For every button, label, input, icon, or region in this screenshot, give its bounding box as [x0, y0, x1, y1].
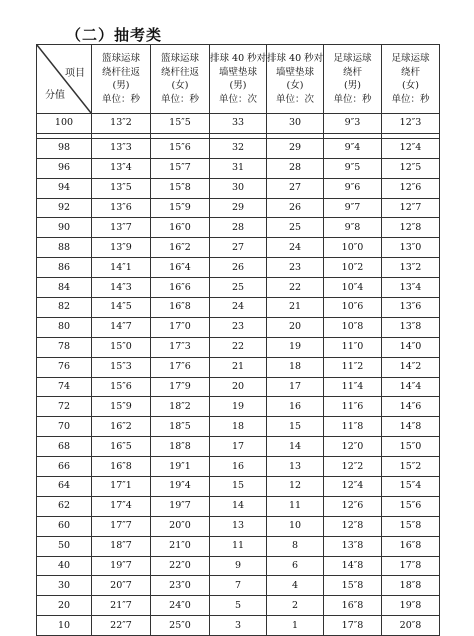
column-header-line: 单位：秒 — [391, 93, 430, 105]
standard-value-cell: 12″5 — [382, 158, 440, 178]
table-row — [37, 616, 440, 636]
standard-value-cell: 12″3 — [382, 114, 440, 134]
standard-value-cell: 13″4 — [92, 158, 151, 178]
header-row — [37, 45, 440, 114]
standard-value-cell: 15″6 — [382, 496, 440, 516]
standard-value-cell: 3 — [210, 616, 267, 636]
standard-value-cell: 29 — [267, 138, 324, 158]
standard-value-cell: 12″2 — [324, 457, 382, 477]
standard-value-cell: 9″5 — [324, 158, 382, 178]
table-row — [37, 337, 440, 357]
standard-value-cell: 8 — [267, 536, 324, 556]
score-value-cell: 78 — [37, 337, 92, 357]
standard-value-cell: 10″0 — [324, 238, 382, 258]
standard-value-cell: 16″8 — [151, 298, 210, 318]
column-header-line: (女) — [171, 80, 189, 91]
standard-value-cell: 10″4 — [324, 278, 382, 298]
column-header-line: 绕杆 — [342, 66, 362, 78]
column-header-line: 绕杆 — [400, 66, 420, 78]
table-row — [37, 397, 440, 417]
standard-value-cell: 23 — [210, 317, 267, 337]
column-header-line: 排球 40 秒对 — [267, 53, 324, 64]
standard-value-cell: 13″4 — [382, 278, 440, 298]
standard-value-cell: 15″0 — [382, 437, 440, 457]
standard-value-cell: 5 — [210, 596, 267, 616]
table-row — [37, 278, 440, 298]
table-body — [37, 114, 440, 636]
standard-value-cell: 18 — [267, 357, 324, 377]
standard-value-cell: 18″7 — [92, 536, 151, 556]
table-row — [37, 576, 440, 596]
column-header-line: 单位：次 — [218, 93, 257, 105]
standard-value-cell: 16 — [267, 397, 324, 417]
standard-value-cell: 23 — [267, 258, 324, 278]
standard-value-cell: 14″0 — [382, 337, 440, 357]
standard-value-cell: 19″8 — [382, 596, 440, 616]
standard-value-cell: 18″8 — [151, 437, 210, 457]
standard-value-cell: 12″4 — [382, 138, 440, 158]
standard-value-cell: 12 — [267, 477, 324, 497]
standard-value-cell: 9″4 — [324, 138, 382, 158]
column-header-football-male — [324, 45, 382, 114]
standard-value-cell: 13 — [210, 516, 267, 536]
score-value-cell: 98 — [37, 138, 92, 158]
standard-value-cell: 14″6 — [382, 397, 440, 417]
standard-value-cell: 17″1 — [92, 477, 151, 497]
standard-value-cell: 13″7 — [92, 218, 151, 238]
standard-value-cell: 30 — [267, 114, 324, 134]
standard-value-cell: 11″0 — [324, 337, 382, 357]
column-header-volleyball-male — [210, 45, 267, 114]
standard-value-cell: 27 — [267, 178, 324, 198]
standard-value-cell: 20″8 — [382, 616, 440, 636]
standard-value-cell: 12″0 — [324, 437, 382, 457]
column-header-basketball-male — [92, 45, 151, 114]
standard-value-cell: 19″1 — [151, 457, 210, 477]
standard-value-cell: 10″8 — [324, 317, 382, 337]
standard-value-cell: 16″0 — [151, 218, 210, 238]
standard-value-cell: 16 — [210, 457, 267, 477]
standard-value-cell: 15 — [210, 477, 267, 497]
column-header-line: 篮球运球 — [160, 53, 199, 64]
column-header-basketball-female — [151, 45, 210, 114]
standard-value-cell: 24″0 — [151, 596, 210, 616]
standard-value-cell: 14″1 — [92, 258, 151, 278]
standard-value-cell: 27 — [210, 238, 267, 258]
standard-value-cell: 15″4 — [382, 477, 440, 497]
score-value-cell: 100 — [37, 114, 92, 134]
standard-value-cell: 16″4 — [151, 258, 210, 278]
score-value-cell: 96 — [37, 158, 92, 178]
standard-value-cell: 15 — [267, 417, 324, 437]
table-row — [37, 138, 440, 158]
standard-value-cell: 22″7 — [92, 616, 151, 636]
standard-value-cell: 16″6 — [151, 278, 210, 298]
standard-value-cell: 12″8 — [324, 516, 382, 536]
standard-value-cell: 9″6 — [324, 178, 382, 198]
standard-value-cell: 25 — [267, 218, 324, 238]
standard-value-cell: 17″4 — [92, 496, 151, 516]
standard-value-cell: 7 — [210, 576, 267, 596]
standard-value-cell: 17″8 — [382, 556, 440, 576]
table-row — [37, 417, 440, 437]
column-header-line: 足球运球 — [391, 53, 430, 64]
standard-value-cell: 17″9 — [151, 377, 210, 397]
standard-value-cell: 14″2 — [382, 357, 440, 377]
standard-value-cell: 19″4 — [151, 477, 210, 497]
standard-value-cell: 9″7 — [324, 198, 382, 218]
standard-value-cell: 19″7 — [92, 556, 151, 576]
column-header-line: 单位：秒 — [333, 93, 372, 105]
standard-value-cell: 26 — [267, 198, 324, 218]
standard-value-cell: 13″8 — [382, 317, 440, 337]
table-row — [37, 114, 440, 134]
standard-value-cell: 20″7 — [92, 576, 151, 596]
standard-value-cell: 14″3 — [92, 278, 151, 298]
standard-value-cell: 12″7 — [382, 198, 440, 218]
score-value-cell: 94 — [37, 178, 92, 198]
column-header-line: 墙壁垫球 — [218, 66, 257, 78]
standard-value-cell: 16″2 — [151, 238, 210, 258]
standard-value-cell: 13″6 — [92, 198, 151, 218]
standard-value-cell: 10″6 — [324, 298, 382, 318]
score-value-cell: 84 — [37, 278, 92, 298]
column-header-line: 绕杆往返 — [101, 66, 140, 78]
standard-value-cell: 18″5 — [151, 417, 210, 437]
standard-value-cell: 18″2 — [151, 397, 210, 417]
table-row — [37, 258, 440, 278]
standard-value-cell: 17″8 — [324, 616, 382, 636]
standard-value-cell: 19 — [210, 397, 267, 417]
standard-value-cell: 2 — [267, 596, 324, 616]
table-row — [37, 178, 440, 198]
corner-item-label: 项目 — [65, 68, 85, 79]
score-value-cell: 76 — [37, 357, 92, 377]
column-header-line: 绕杆往返 — [160, 66, 199, 78]
standard-value-cell: 9 — [210, 556, 267, 576]
standard-value-cell: 16″8 — [324, 596, 382, 616]
score-value-cell: 50 — [37, 536, 92, 556]
standard-value-cell: 9″8 — [324, 218, 382, 238]
standard-value-cell: 21 — [267, 298, 324, 318]
standard-value-cell: 13″8 — [324, 536, 382, 556]
standard-value-cell: 12″6 — [382, 178, 440, 198]
standard-value-cell: 15″8 — [382, 516, 440, 536]
standard-value-cell: 16″8 — [92, 457, 151, 477]
standard-value-cell: 10″2 — [324, 258, 382, 278]
standard-value-cell: 20″0 — [151, 516, 210, 536]
column-header-line: 足球运球 — [333, 53, 372, 64]
table-row — [37, 317, 440, 337]
standard-value-cell: 21″0 — [151, 536, 210, 556]
score-value-cell: 92 — [37, 198, 92, 218]
score-table — [36, 44, 440, 636]
standard-value-cell: 13″3 — [92, 138, 151, 158]
score-value-cell: 40 — [37, 556, 92, 576]
table-row — [37, 218, 440, 238]
column-header-line: (女) — [286, 80, 304, 91]
standard-value-cell: 32 — [210, 138, 267, 158]
standard-value-cell: 17″0 — [151, 317, 210, 337]
score-value-cell: 86 — [37, 258, 92, 278]
standard-value-cell: 19″7 — [151, 496, 210, 516]
standard-value-cell: 14 — [267, 437, 324, 457]
standard-value-cell: 31 — [210, 158, 267, 178]
table-row — [37, 516, 440, 536]
standard-value-cell: 6 — [267, 556, 324, 576]
standard-value-cell: 15″9 — [151, 198, 210, 218]
standard-value-cell: 1 — [267, 616, 324, 636]
standard-value-cell: 17″6 — [151, 357, 210, 377]
standard-value-cell: 13″5 — [92, 178, 151, 198]
standard-value-cell: 20 — [267, 317, 324, 337]
standard-value-cell: 14″8 — [382, 417, 440, 437]
standard-value-cell: 22 — [267, 278, 324, 298]
standard-value-cell: 25 — [210, 278, 267, 298]
standard-value-cell: 15″9 — [92, 397, 151, 417]
column-header-line: 墙壁垫球 — [275, 66, 314, 78]
standard-value-cell: 14″4 — [382, 377, 440, 397]
table-row — [37, 377, 440, 397]
table-row — [37, 536, 440, 556]
standard-value-cell: 15″8 — [151, 178, 210, 198]
standard-value-cell: 13″6 — [382, 298, 440, 318]
standard-value-cell: 14″8 — [324, 556, 382, 576]
table-row — [37, 596, 440, 616]
standard-value-cell: 16″2 — [92, 417, 151, 437]
section-title: （二）抽考类 — [66, 26, 163, 44]
score-value-cell: 72 — [37, 397, 92, 417]
standard-value-cell: 29 — [210, 198, 267, 218]
standard-value-cell: 15″0 — [92, 337, 151, 357]
table-row — [37, 457, 440, 477]
standard-value-cell: 30 — [210, 178, 267, 198]
standard-value-cell: 14 — [210, 496, 267, 516]
corner-header-cell — [37, 45, 92, 114]
column-header-line: 排球 40 秒对 — [210, 53, 267, 64]
standard-value-cell: 11″2 — [324, 357, 382, 377]
standard-value-cell: 21 — [210, 357, 267, 377]
score-value-cell: 10 — [37, 616, 92, 636]
standard-value-cell: 12″4 — [324, 477, 382, 497]
standard-value-cell: 17 — [267, 377, 324, 397]
standard-value-cell: 15″5 — [151, 114, 210, 134]
column-header-line: (男) — [112, 80, 130, 91]
standard-value-cell: 11″6 — [324, 397, 382, 417]
score-value-cell: 88 — [37, 238, 92, 258]
score-value-cell: 66 — [37, 457, 92, 477]
score-value-cell: 82 — [37, 298, 92, 318]
table-row — [37, 298, 440, 318]
standard-value-cell: 11 — [267, 496, 324, 516]
score-value-cell: 60 — [37, 516, 92, 536]
standard-value-cell: 17 — [210, 437, 267, 457]
standard-value-cell: 11 — [210, 536, 267, 556]
standard-value-cell: 15″7 — [151, 158, 210, 178]
standard-value-cell: 12″8 — [382, 218, 440, 238]
standard-value-cell: 4 — [267, 576, 324, 596]
standard-value-cell: 16″5 — [92, 437, 151, 457]
standard-value-cell: 23″0 — [151, 576, 210, 596]
standard-value-cell: 15″3 — [92, 357, 151, 377]
table-row — [37, 496, 440, 516]
standard-value-cell: 13″2 — [92, 114, 151, 134]
score-value-cell: 70 — [37, 417, 92, 437]
score-value-cell: 20 — [37, 596, 92, 616]
table-row — [37, 158, 440, 178]
standard-value-cell: 21″7 — [92, 596, 151, 616]
table-row — [37, 556, 440, 576]
standard-value-cell: 14″7 — [92, 317, 151, 337]
standard-value-cell: 17″3 — [151, 337, 210, 357]
standard-value-cell: 17″7 — [92, 516, 151, 536]
standard-value-cell: 24 — [267, 238, 324, 258]
column-header-volleyball-female — [267, 45, 324, 114]
score-value-cell: 74 — [37, 377, 92, 397]
score-value-cell: 68 — [37, 437, 92, 457]
score-value-cell: 64 — [37, 477, 92, 497]
standard-value-cell: 13″0 — [382, 238, 440, 258]
column-header-line: 单位：次 — [275, 93, 314, 105]
column-header-line: (男) — [344, 80, 361, 91]
table-row — [37, 238, 440, 258]
standard-value-cell: 33 — [210, 114, 267, 134]
score-value-cell: 90 — [37, 218, 92, 238]
standard-value-cell: 11″4 — [324, 377, 382, 397]
standard-value-cell: 15″2 — [382, 457, 440, 477]
table-row — [37, 198, 440, 218]
column-header-football-female — [382, 45, 440, 114]
standard-value-cell: 18″8 — [382, 576, 440, 596]
standard-value-cell: 22 — [210, 337, 267, 357]
score-value-cell: 30 — [37, 576, 92, 596]
standard-value-cell: 28 — [267, 158, 324, 178]
column-header-line: 单位：秒 — [101, 93, 140, 105]
column-header-line: (男) — [229, 80, 247, 91]
corner-score-label: 分值 — [45, 90, 65, 101]
table-row — [37, 437, 440, 457]
standard-value-cell: 15″6 — [151, 138, 210, 158]
score-value-cell: 62 — [37, 496, 92, 516]
standard-value-cell: 19 — [267, 337, 324, 357]
table-row — [37, 357, 440, 377]
standard-value-cell: 24 — [210, 298, 267, 318]
score-value-cell: 80 — [37, 317, 92, 337]
column-header-line: 篮球运球 — [101, 53, 140, 64]
standard-value-cell: 10 — [267, 516, 324, 536]
standard-value-cell: 20 — [210, 377, 267, 397]
column-header-line: (女) — [402, 80, 419, 91]
standard-value-cell: 15″8 — [324, 576, 382, 596]
standard-value-cell: 28 — [210, 218, 267, 238]
standard-value-cell: 16″8 — [382, 536, 440, 556]
standard-value-cell: 13″2 — [382, 258, 440, 278]
table-row — [37, 477, 440, 497]
standard-value-cell: 11″8 — [324, 417, 382, 437]
standard-value-cell: 13 — [267, 457, 324, 477]
standard-value-cell: 14″5 — [92, 298, 151, 318]
standard-value-cell: 18 — [210, 417, 267, 437]
column-header-line: 单位：秒 — [160, 93, 199, 105]
standard-value-cell: 26 — [210, 258, 267, 278]
standard-value-cell: 12″6 — [324, 496, 382, 516]
standard-value-cell: 9″3 — [324, 114, 382, 134]
standard-value-cell: 15″6 — [92, 377, 151, 397]
standard-value-cell: 13″9 — [92, 238, 151, 258]
standard-value-cell: 22″0 — [151, 556, 210, 576]
standard-value-cell: 25″0 — [151, 616, 210, 636]
